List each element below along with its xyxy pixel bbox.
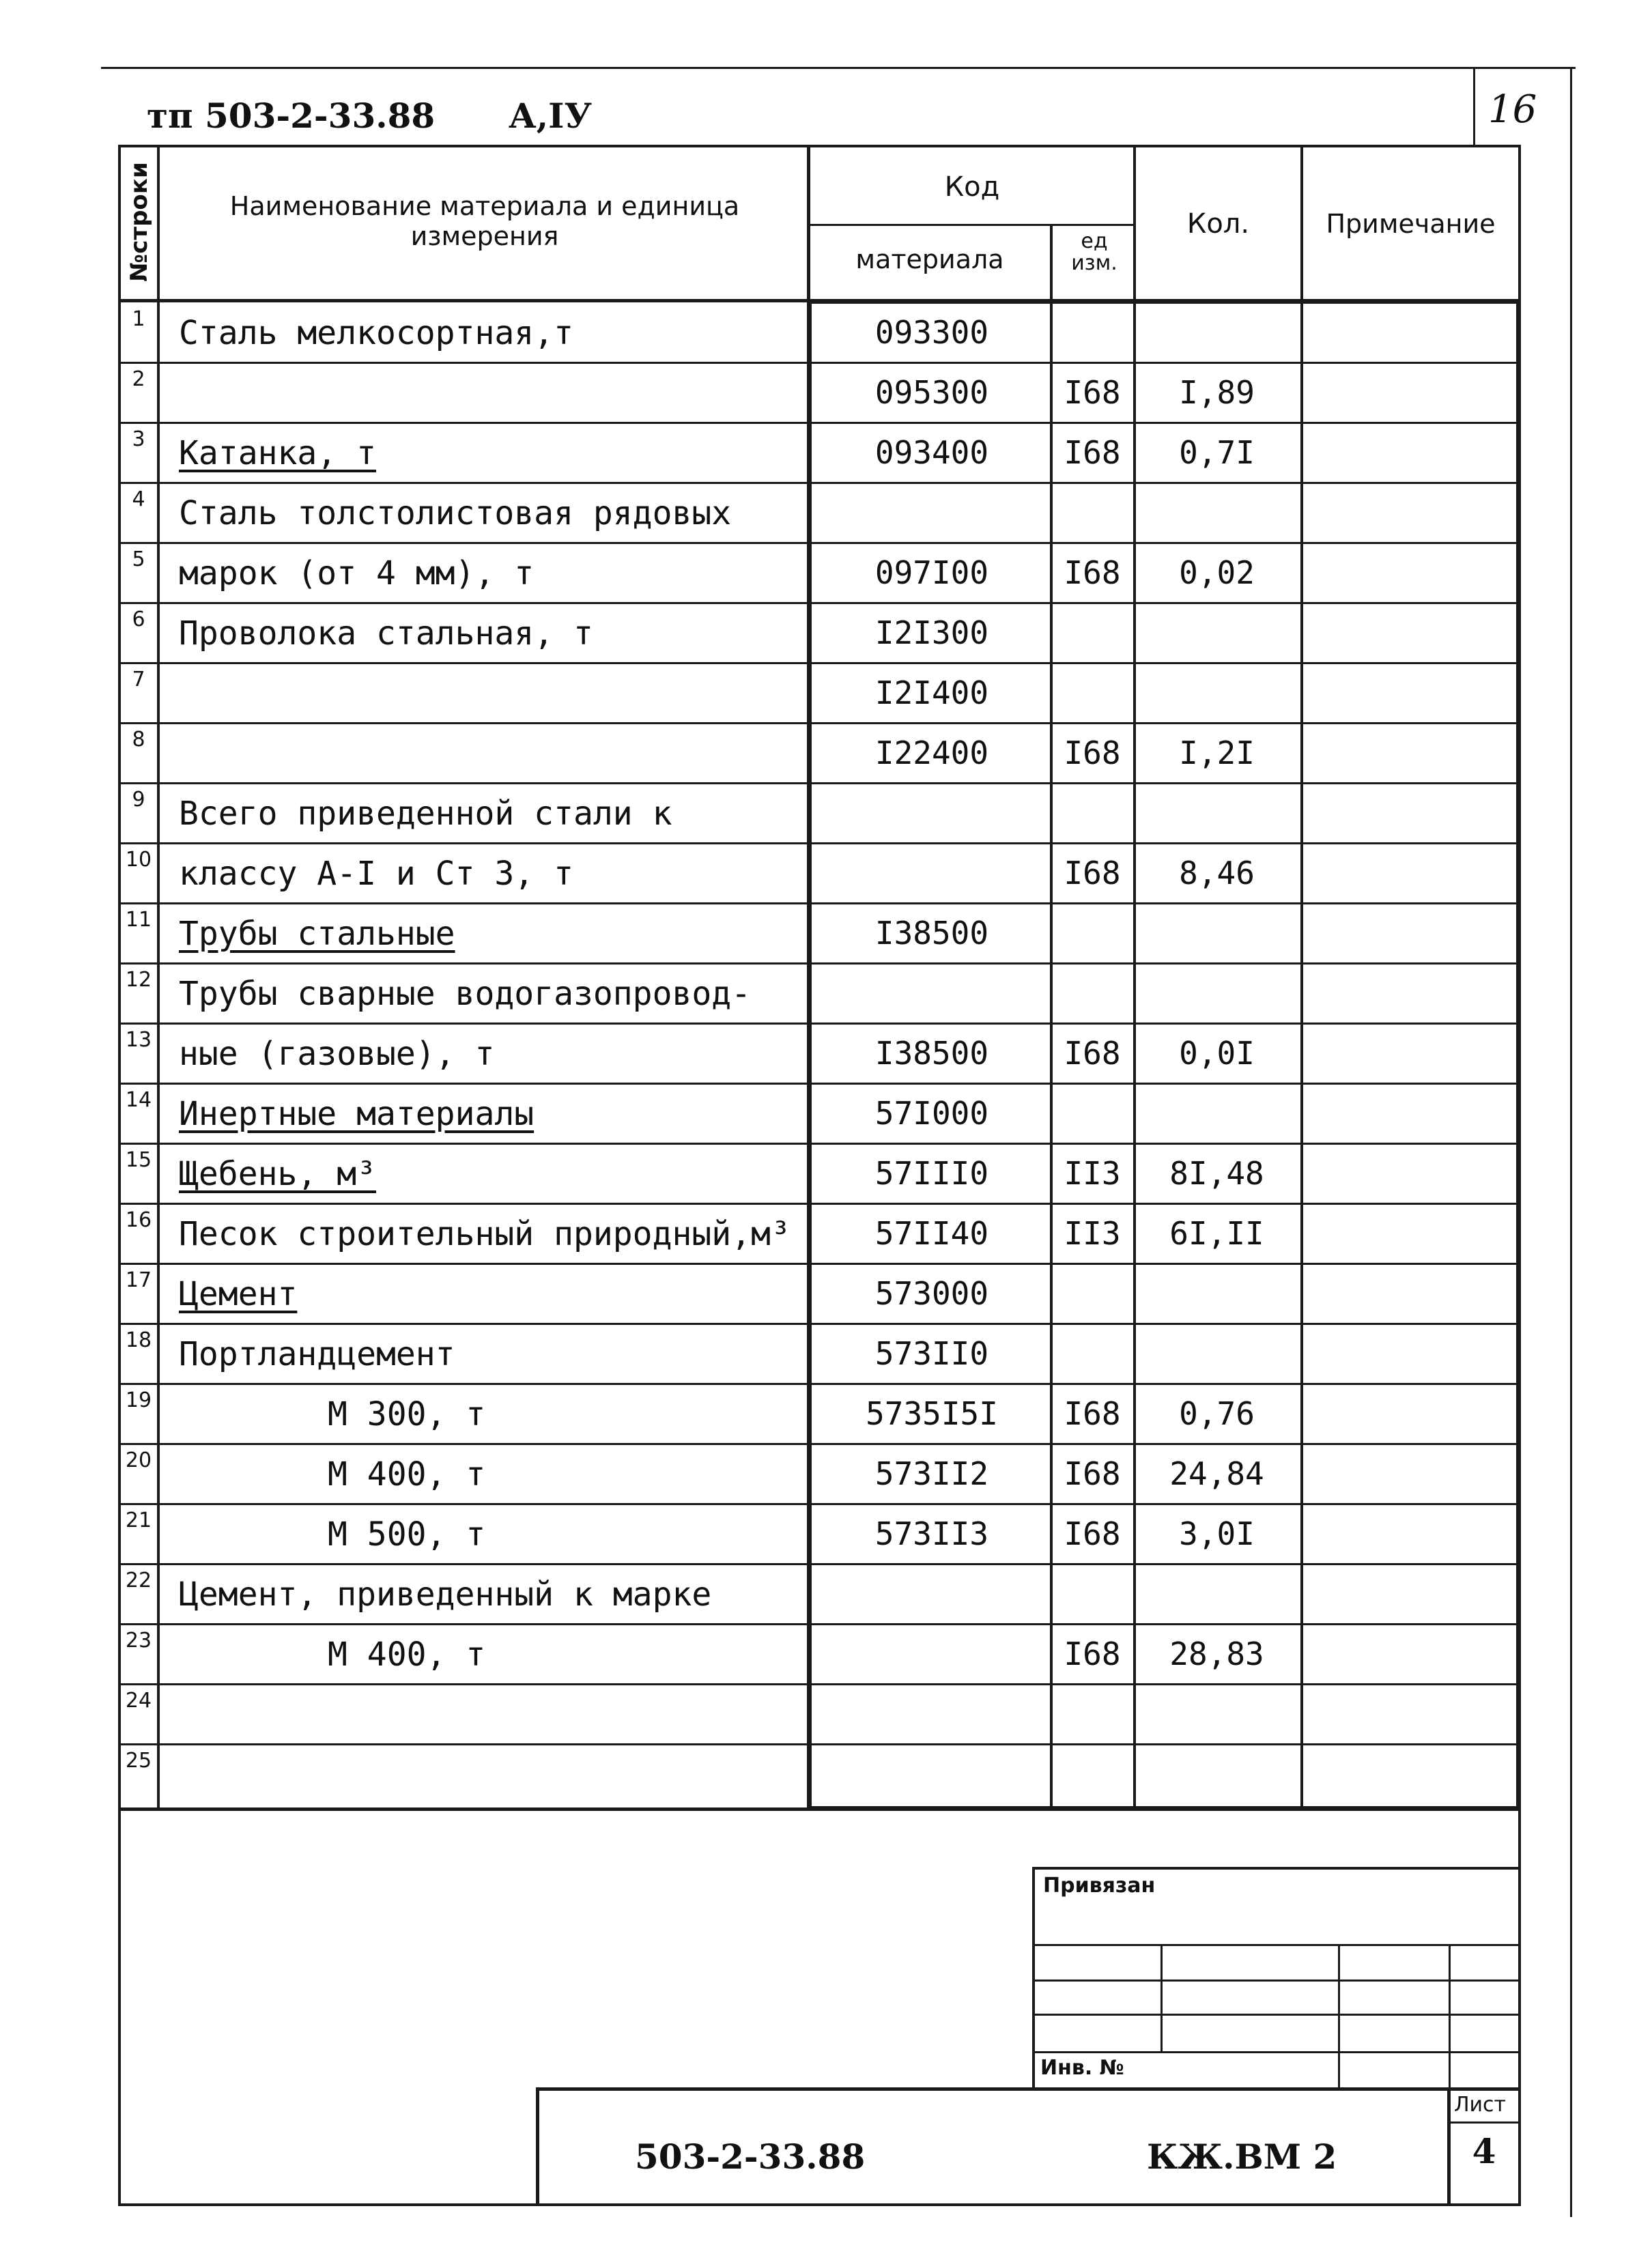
doc-code: КЖ.ВМ 2 <box>1147 2136 1337 2177</box>
quantity: 28,83 <box>1169 1635 1264 1672</box>
code-subheader-rule <box>807 224 1135 226</box>
row-rule <box>118 782 1521 784</box>
row-rule <box>118 542 1521 544</box>
privyazan-label: Привязан <box>1043 1874 1156 1898</box>
row-number: 21 <box>125 1509 152 1532</box>
row-number: 23 <box>125 1629 152 1653</box>
unit-code: I68 <box>1064 1635 1121 1672</box>
material-name: М 400, т <box>328 1455 486 1494</box>
qty-divider <box>1300 145 1303 1811</box>
row-number: 17 <box>125 1268 152 1292</box>
unit-code: I68 <box>1064 434 1121 471</box>
material-name: Трубы стальные <box>179 915 455 953</box>
row-number: 18 <box>125 1328 152 1352</box>
row-number: 12 <box>125 968 152 992</box>
row-rule <box>118 1383 1521 1385</box>
quantity: 0,0I <box>1179 1035 1255 1072</box>
col-code-header: Код <box>944 171 1000 203</box>
row-rule <box>118 1623 1521 1625</box>
material-code: 093300 <box>874 314 989 351</box>
unit-code: I68 <box>1064 1515 1121 1552</box>
sheet-label-rule <box>1447 2121 1521 2124</box>
row-rule <box>118 1083 1521 1085</box>
material-name: Трубы сварные водогазопровод- <box>179 975 752 1013</box>
col-qty-header: Кол. <box>1186 208 1250 240</box>
row-rule <box>118 1023 1521 1025</box>
quantity: I,89 <box>1179 374 1255 411</box>
row-rule <box>118 1563 1521 1565</box>
unit-code: II3 <box>1064 1215 1121 1252</box>
material-code: 573II0 <box>874 1335 989 1372</box>
quantity: I,2I <box>1179 734 1255 771</box>
unit-code: I68 <box>1064 374 1121 411</box>
row-number: 10 <box>125 848 152 872</box>
material-name: М 300, т <box>328 1395 486 1433</box>
quantity: 3,0I <box>1179 1515 1255 1552</box>
material-name: Цемент, приведенный к марке <box>179 1575 712 1614</box>
quantity: 8I,48 <box>1169 1155 1264 1192</box>
row-number: 11 <box>125 908 152 932</box>
material-code: 57II40 <box>874 1215 989 1252</box>
name-divider-head <box>807 145 810 302</box>
stamp-rule-1 <box>1032 1944 1521 1946</box>
row-rule <box>118 1683 1521 1685</box>
row-rule <box>118 662 1521 664</box>
stamp-top-rule <box>1032 1867 1521 1870</box>
row-rule <box>118 962 1521 964</box>
row-rule <box>118 1743 1521 1745</box>
material-name: марок (от 4 мм), т <box>179 554 535 592</box>
doc-ref: тп 503-2-33.88 <box>147 96 436 136</box>
material-name: М 400, т <box>328 1635 486 1674</box>
quantity: 24,84 <box>1169 1455 1264 1492</box>
row-rule <box>118 1443 1521 1445</box>
material-name: Проволока стальная, т <box>179 614 593 653</box>
material-name: М 500, т <box>328 1515 486 1554</box>
quantity: 8,46 <box>1179 855 1255 891</box>
unit-code: I68 <box>1064 554 1121 591</box>
material-code: 57III0 <box>874 1155 989 1192</box>
table-bottom-rule <box>118 1807 1521 1811</box>
row-number: 25 <box>125 1749 152 1773</box>
material-code: 573000 <box>874 1275 989 1312</box>
material-code: 097I00 <box>874 554 989 591</box>
material-code: 5735I5I <box>866 1395 998 1432</box>
material-code: I2I300 <box>874 614 989 651</box>
row-number: 9 <box>132 788 145 812</box>
quantity: 0,76 <box>1179 1395 1255 1432</box>
material-code: 095300 <box>874 374 989 411</box>
material-name: Сталь мелкосортная,т <box>179 314 573 352</box>
row-number: 7 <box>132 668 145 691</box>
row-number: 19 <box>125 1388 152 1412</box>
material-code: 573II3 <box>874 1515 989 1552</box>
row-rule <box>118 1263 1521 1265</box>
material-name: Инертные материалы <box>179 1095 535 1133</box>
quantity: 6I,II <box>1169 1215 1264 1252</box>
row-rule <box>118 1203 1521 1205</box>
material-code: I38500 <box>874 915 989 952</box>
col-unit-header: ед изм. <box>1071 229 1117 275</box>
rownum-divider <box>157 145 160 1810</box>
title-block-top <box>536 2087 1521 2091</box>
top-rule <box>101 67 1576 69</box>
stamp-col-3 <box>1449 1944 1451 2087</box>
material-code: I22400 <box>874 734 989 771</box>
title-block-left <box>536 2087 539 2206</box>
material-name: Песок строительный природный,м³ <box>179 1215 791 1253</box>
sheet-number: 4 <box>1472 2131 1496 2171</box>
quantity: 0,7I <box>1179 434 1255 471</box>
row-rule <box>118 422 1521 424</box>
col-note-header: Примечание <box>1326 209 1496 239</box>
material-code: 57I000 <box>874 1095 989 1132</box>
stamp-left-rule <box>1032 1867 1035 2089</box>
unit-code: I68 <box>1064 1455 1121 1492</box>
row-number: 13 <box>125 1028 152 1052</box>
material-code: 093400 <box>874 434 989 471</box>
row-rule <box>118 902 1521 904</box>
stamp-rule-3 <box>1032 2014 1521 2016</box>
material-name: Всего приведенной стали к <box>179 795 672 833</box>
row-number: 2 <box>132 367 145 391</box>
inv-no-label: Инв. № <box>1040 2056 1124 2080</box>
stamp-rule-4 <box>1032 2051 1521 2053</box>
row-rule <box>118 482 1521 484</box>
row-number: 5 <box>132 547 145 571</box>
row-number: 22 <box>125 1569 152 1592</box>
material-name: Цемент <box>179 1275 298 1313</box>
stamp-rule-2 <box>1032 1980 1521 1982</box>
stamp-col-2 <box>1338 1944 1340 2087</box>
album-ref: А,IУ <box>509 96 593 136</box>
unit-code: II3 <box>1064 1155 1121 1192</box>
col-code-material-header: материала <box>855 244 1004 274</box>
row-number: 24 <box>125 1689 152 1713</box>
unit-code: I68 <box>1064 855 1121 891</box>
row-rule <box>118 602 1521 604</box>
material-code: I2I400 <box>874 674 989 711</box>
col-rownum-header: №строки <box>126 162 153 282</box>
row-number: 3 <box>132 427 145 451</box>
right-margin-rule <box>1570 67 1572 2217</box>
col-name-header: Наименование материала и единица измерения <box>229 191 740 251</box>
row-number: 1 <box>132 307 145 331</box>
material-name: Портландцемент <box>179 1335 455 1373</box>
material-name: Сталь толстолистовая рядовых <box>179 494 732 532</box>
material-code: I38500 <box>874 1035 989 1072</box>
row-rule <box>118 1143 1521 1145</box>
material-code: 573II2 <box>874 1455 989 1492</box>
unit-code: I68 <box>1064 1395 1121 1432</box>
row-number: 14 <box>125 1088 152 1112</box>
material-name: ные (газовые), т <box>179 1035 495 1073</box>
material-name: классу А-I и Ст 3, т <box>179 855 573 893</box>
stamp-col-1 <box>1160 1944 1163 2051</box>
row-rule <box>118 722 1521 724</box>
row-rule <box>118 842 1521 844</box>
row-rule <box>118 1323 1521 1325</box>
row-rule <box>118 1503 1521 1505</box>
unit-code: I68 <box>1064 1035 1121 1072</box>
row-rule <box>118 362 1521 364</box>
row-number: 16 <box>125 1208 152 1232</box>
quantity: 0,02 <box>1179 554 1255 591</box>
row-number: 6 <box>132 608 145 631</box>
page-box-left <box>1473 67 1475 147</box>
material-name: Катанка, т <box>179 434 376 472</box>
page-mark: 16 <box>1488 87 1537 132</box>
header-bottom-rule <box>118 299 1521 302</box>
material-name: Щебень, м³ <box>179 1155 376 1193</box>
row-number: 15 <box>125 1148 152 1172</box>
sheet-label: Лист <box>1454 2093 1507 2117</box>
row-number: 20 <box>125 1448 152 1472</box>
unit-code: I68 <box>1064 734 1121 771</box>
doc-number: 503-2-33.88 <box>635 2136 866 2177</box>
row-number: 8 <box>132 728 145 752</box>
row-number: 4 <box>132 487 145 511</box>
